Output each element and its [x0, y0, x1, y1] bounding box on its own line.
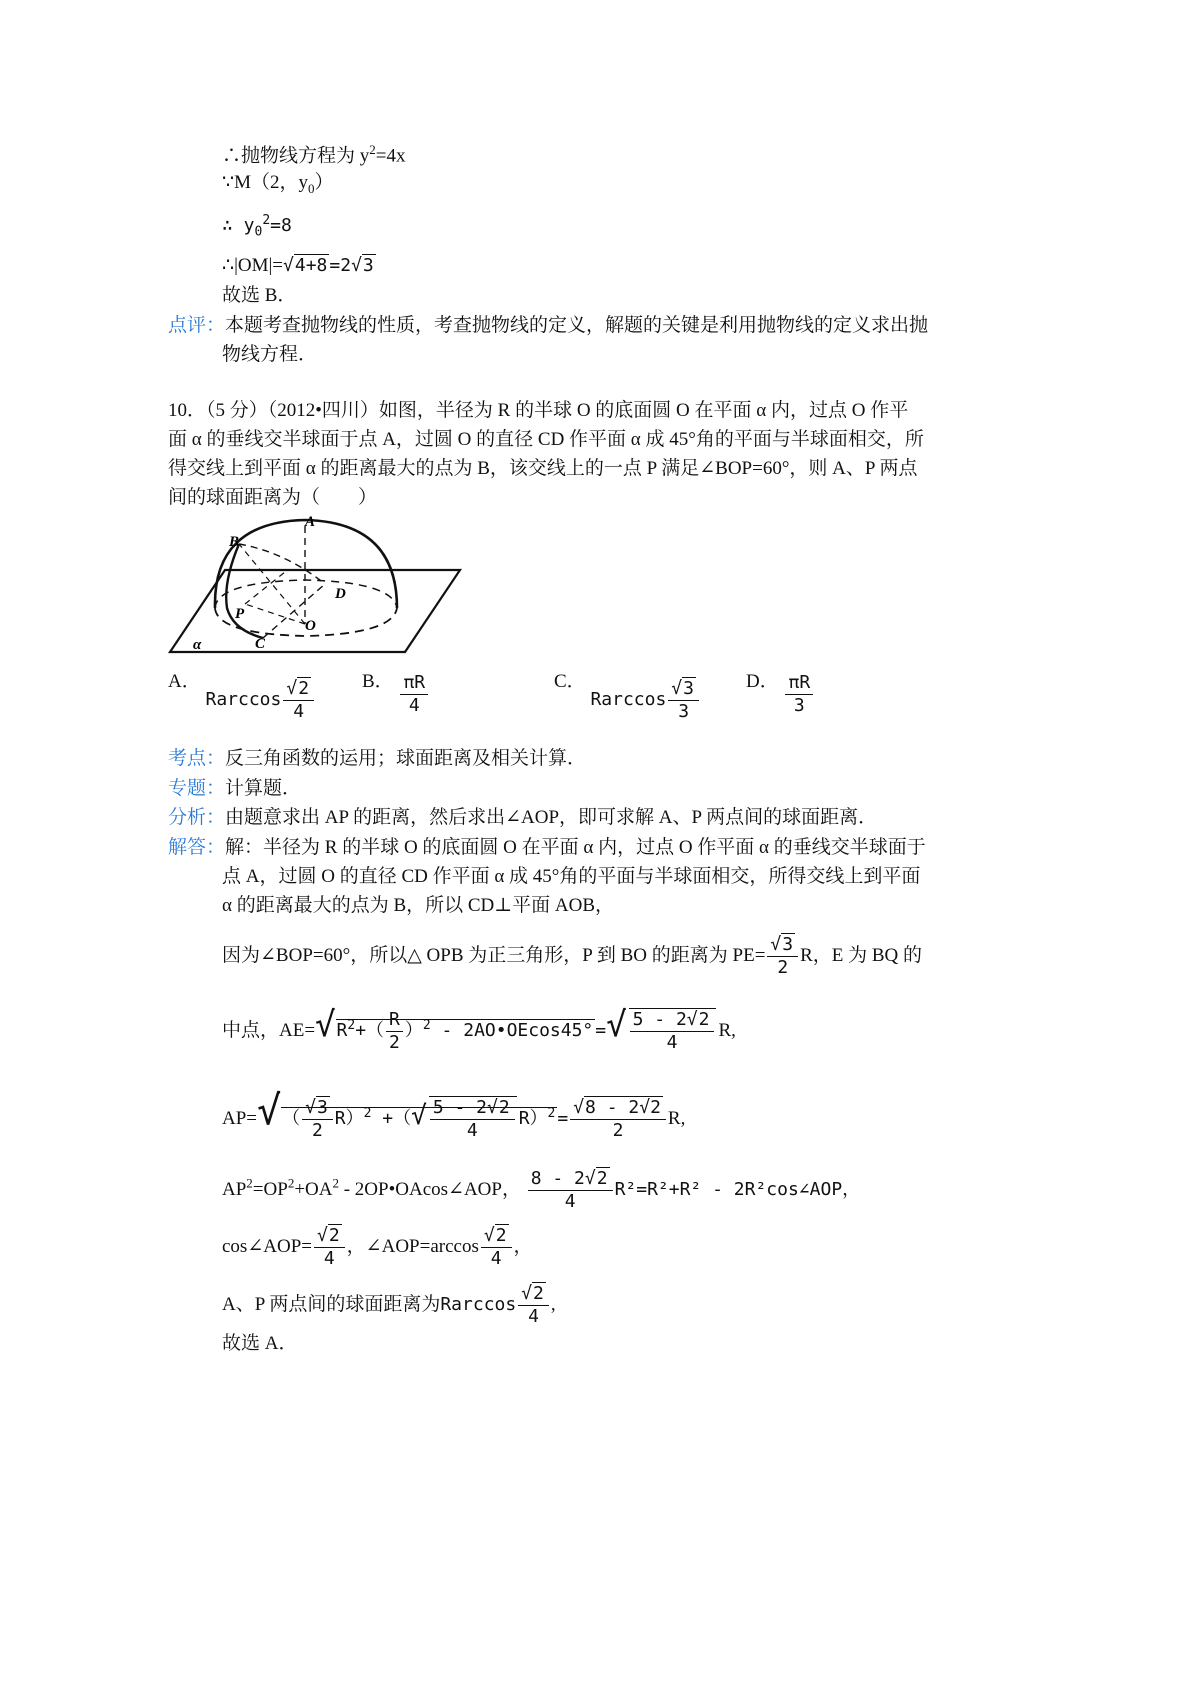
- review-line-1: 点评：本题考查抛物线的性质，考查抛物线的定义，解题的关键是利用抛物线的定义求出抛: [168, 315, 929, 336]
- line-choose-a: 故选 A．: [222, 1333, 298, 1354]
- choice-d[interactable]: D． $\frac{\pi R}{3}$: [746, 660, 815, 705]
- fenxi-line: 分析：由题意求出 AP 的距离，然后求出∠AOP，即可求解 A、P 两点间的球面距离．: [168, 807, 878, 828]
- zhuanti-label: 专题：: [168, 778, 226, 799]
- hemisphere-figure: [165, 512, 465, 657]
- jieda-line-1: 解答：解：半径为 R 的半球 O 的底面圆 O 在平面 α 内，过点 O 作平面 α 的垂线交半球面于: [168, 837, 926, 858]
- fenxi-label: 分析：: [168, 807, 226, 828]
- spherical-distance-line: A、P 两点间的球面距离为Rarccos $\frac{√2}{4}$ ,: [222, 1283, 556, 1327]
- review-line-2: 物线方程．: [222, 344, 318, 365]
- line-y0-squared: ∴ $y_0^2=8$: [222, 213, 292, 240]
- label-D: D: [335, 586, 346, 602]
- q10-stem-line-4: 间的球面距离为（ ）: [168, 487, 378, 508]
- ae-line: 中点，$AE=√R^2+$（ $\frac{R}{2}$ ）$^2$ - 2AO•OEcos45° =√ $\frac{5 - 2√2}{4}$ R,: [222, 1005, 736, 1053]
- q10-stem-line-3: 得交线上到平面 α 的距离最大的点为 B，该交线上的一点 P 满足∠BOP=60°，则 A、P 两点: [168, 458, 918, 479]
- line-om-length: ∴|OM|=√4+8 =2√3: [222, 255, 374, 276]
- label-P: P: [235, 606, 245, 622]
- choice-a[interactable]: A． Rarccos $\frac{√2}{4}$: [168, 660, 316, 705]
- jieda-line-3: α 的距离最大的点为 B，所以 CD⊥平面 AOB，: [222, 895, 615, 916]
- label-O: O: [305, 618, 316, 634]
- label-B: B: [229, 534, 240, 550]
- law-of-cosines-line: $AP^2=OP^2+OA^2$ - 2OP•OAcos∠AOP， $\frac{8 - 2√2}{4}$ R²=R²+R² - 2R²cos∠AOP，: [222, 1168, 861, 1212]
- ap-line: AP=√（ $\frac{√3}{2}$ R）$^2$ +（√ $\frac{5 - 2√2}{4}$ R）$^2$ = $\frac{√8 - 2√2}{2}$ R,: [222, 1088, 686, 1141]
- q10-stem-line-2: 面 α 的垂线交半球面于点 A，过圆 O 的直径 CD 作平面 α 成 45°角的平面与半球面相交，所: [168, 429, 924, 450]
- zhuanti-line: 专题：计算题．: [168, 778, 302, 799]
- choice-b[interactable]: B． $\frac{\pi R}{4}$: [362, 660, 430, 705]
- kaodian-line: 考点：反三角函数的运用；球面距离及相关计算．: [168, 748, 587, 769]
- kaodian-label: 考点：: [168, 748, 226, 769]
- label-alpha: α: [193, 637, 202, 653]
- jieda-label: 解答：: [168, 837, 226, 858]
- cos-aop-line: cos∠AOP= $\frac{√2}{4}$ ，∠AOP=arccos $\frac{√2}{4}$ ，: [222, 1225, 533, 1269]
- line-parabola-equation: ∴抛物线方程为 $y^2=4x$: [222, 142, 406, 167]
- pe-line: 因为∠BOP=60°，所以△ OPB 为正三角形，P 到 BO 的距离为 PE= $\frac{√3}{2}$ R，E 为 BQ 的: [222, 934, 923, 978]
- review-label: 点评：: [168, 315, 226, 336]
- choice-c[interactable]: C． Rarccos $\frac{√3}{3}$: [554, 660, 701, 705]
- q10-stem-line-1: 10．（5 分）（2012•四川）如图，半径为 R 的半球 O 的底面圆 O 在平面 α 内，过点 O 作平: [168, 400, 909, 421]
- line-point-m: ∵M（2，$y_0$）: [222, 172, 334, 196]
- jieda-line-2: 点 A，过圆 O 的直径 CD 作平面 α 成 45°角的平面与半球面相交，所得交线上到平面: [222, 866, 921, 887]
- label-A: A: [305, 514, 316, 530]
- line-choose-b: 故选 B．: [222, 285, 297, 306]
- label-C: C: [255, 636, 266, 652]
